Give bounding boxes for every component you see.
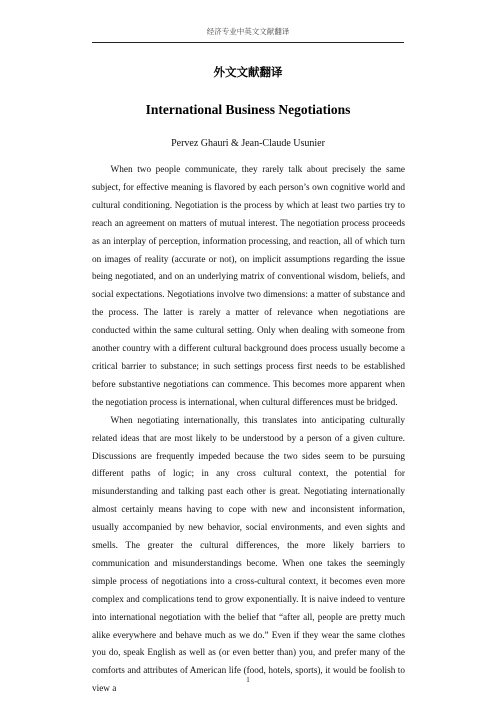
chinese-title: 外文文献翻译 [213, 65, 283, 79]
body-text [92, 162, 405, 699]
running-header: 经济专业中英文文献翻译 [92, 24, 404, 43]
english-title: International Business Negotiations [145, 102, 351, 117]
paragraph: When two people communicate, they rarely talk about precisely the same subject, for effective meaning is flavored by each person’s own cognitive world and cultural conditioning. Negotiation is the process by which at least two parties try to reach an agreement on matters of mutual interest. The negotiation process proceeds as an interplay of perception, information processing, and reaction, all of which turn on images of reality (accurate or not), on implicit assumptions regarding the issue being negotiated, and on an underlying matrix of conventional wisdom, beliefs, and social expectations. Negotiations involve two dimensions: a matter of substance and the process. The latter is rarely a matter of relevance when negotiations are conducted within the same cultural setting. Only when dealing with someone from another country with a different cultural background does process usually become a critical barrier to substance; in such settings process first needs to be established before substantive negotiations can commence. This becomes more apparent when the negotiation process is international, when cultural differences must be bridged. [92, 165, 405, 408]
paragraph: When negotiating internationally, this translates into anticipating culturally related ideas that are most likely to be understood by a person of a given culture. Discussions are frequently impeded because the two sides seem to be pursuing different paths of logic; in any cross cultural context, the potential for misunderstanding and talking past each other is great. Negotiating internationally almost certainly means having to cope with new and inconsistent information, usually accompanied by new behavior, social environments, and even sights and smells. The greater the cultural differences, the more likely barriers to communication and misunderstandings become. When one takes the seemingly simple process of negotiations into a cross-cultural context, it becomes even more complex and complications tend to grow exponentially. It is naive indeed to venture into international negotiation with the belief that “after all, people are pretty much alike everywhere and behave much as we do.” Even if they wear the same clothes you do, speak English as well as (or even better than) you, and prefer many of the comforts and attributes of American life (food, hotels, sports), it would be foolish to view a [92, 415, 405, 695]
page-number: 1 [246, 676, 250, 684]
authors-line: Pervez Ghauri & Jean-Claude Usunier [171, 138, 325, 149]
